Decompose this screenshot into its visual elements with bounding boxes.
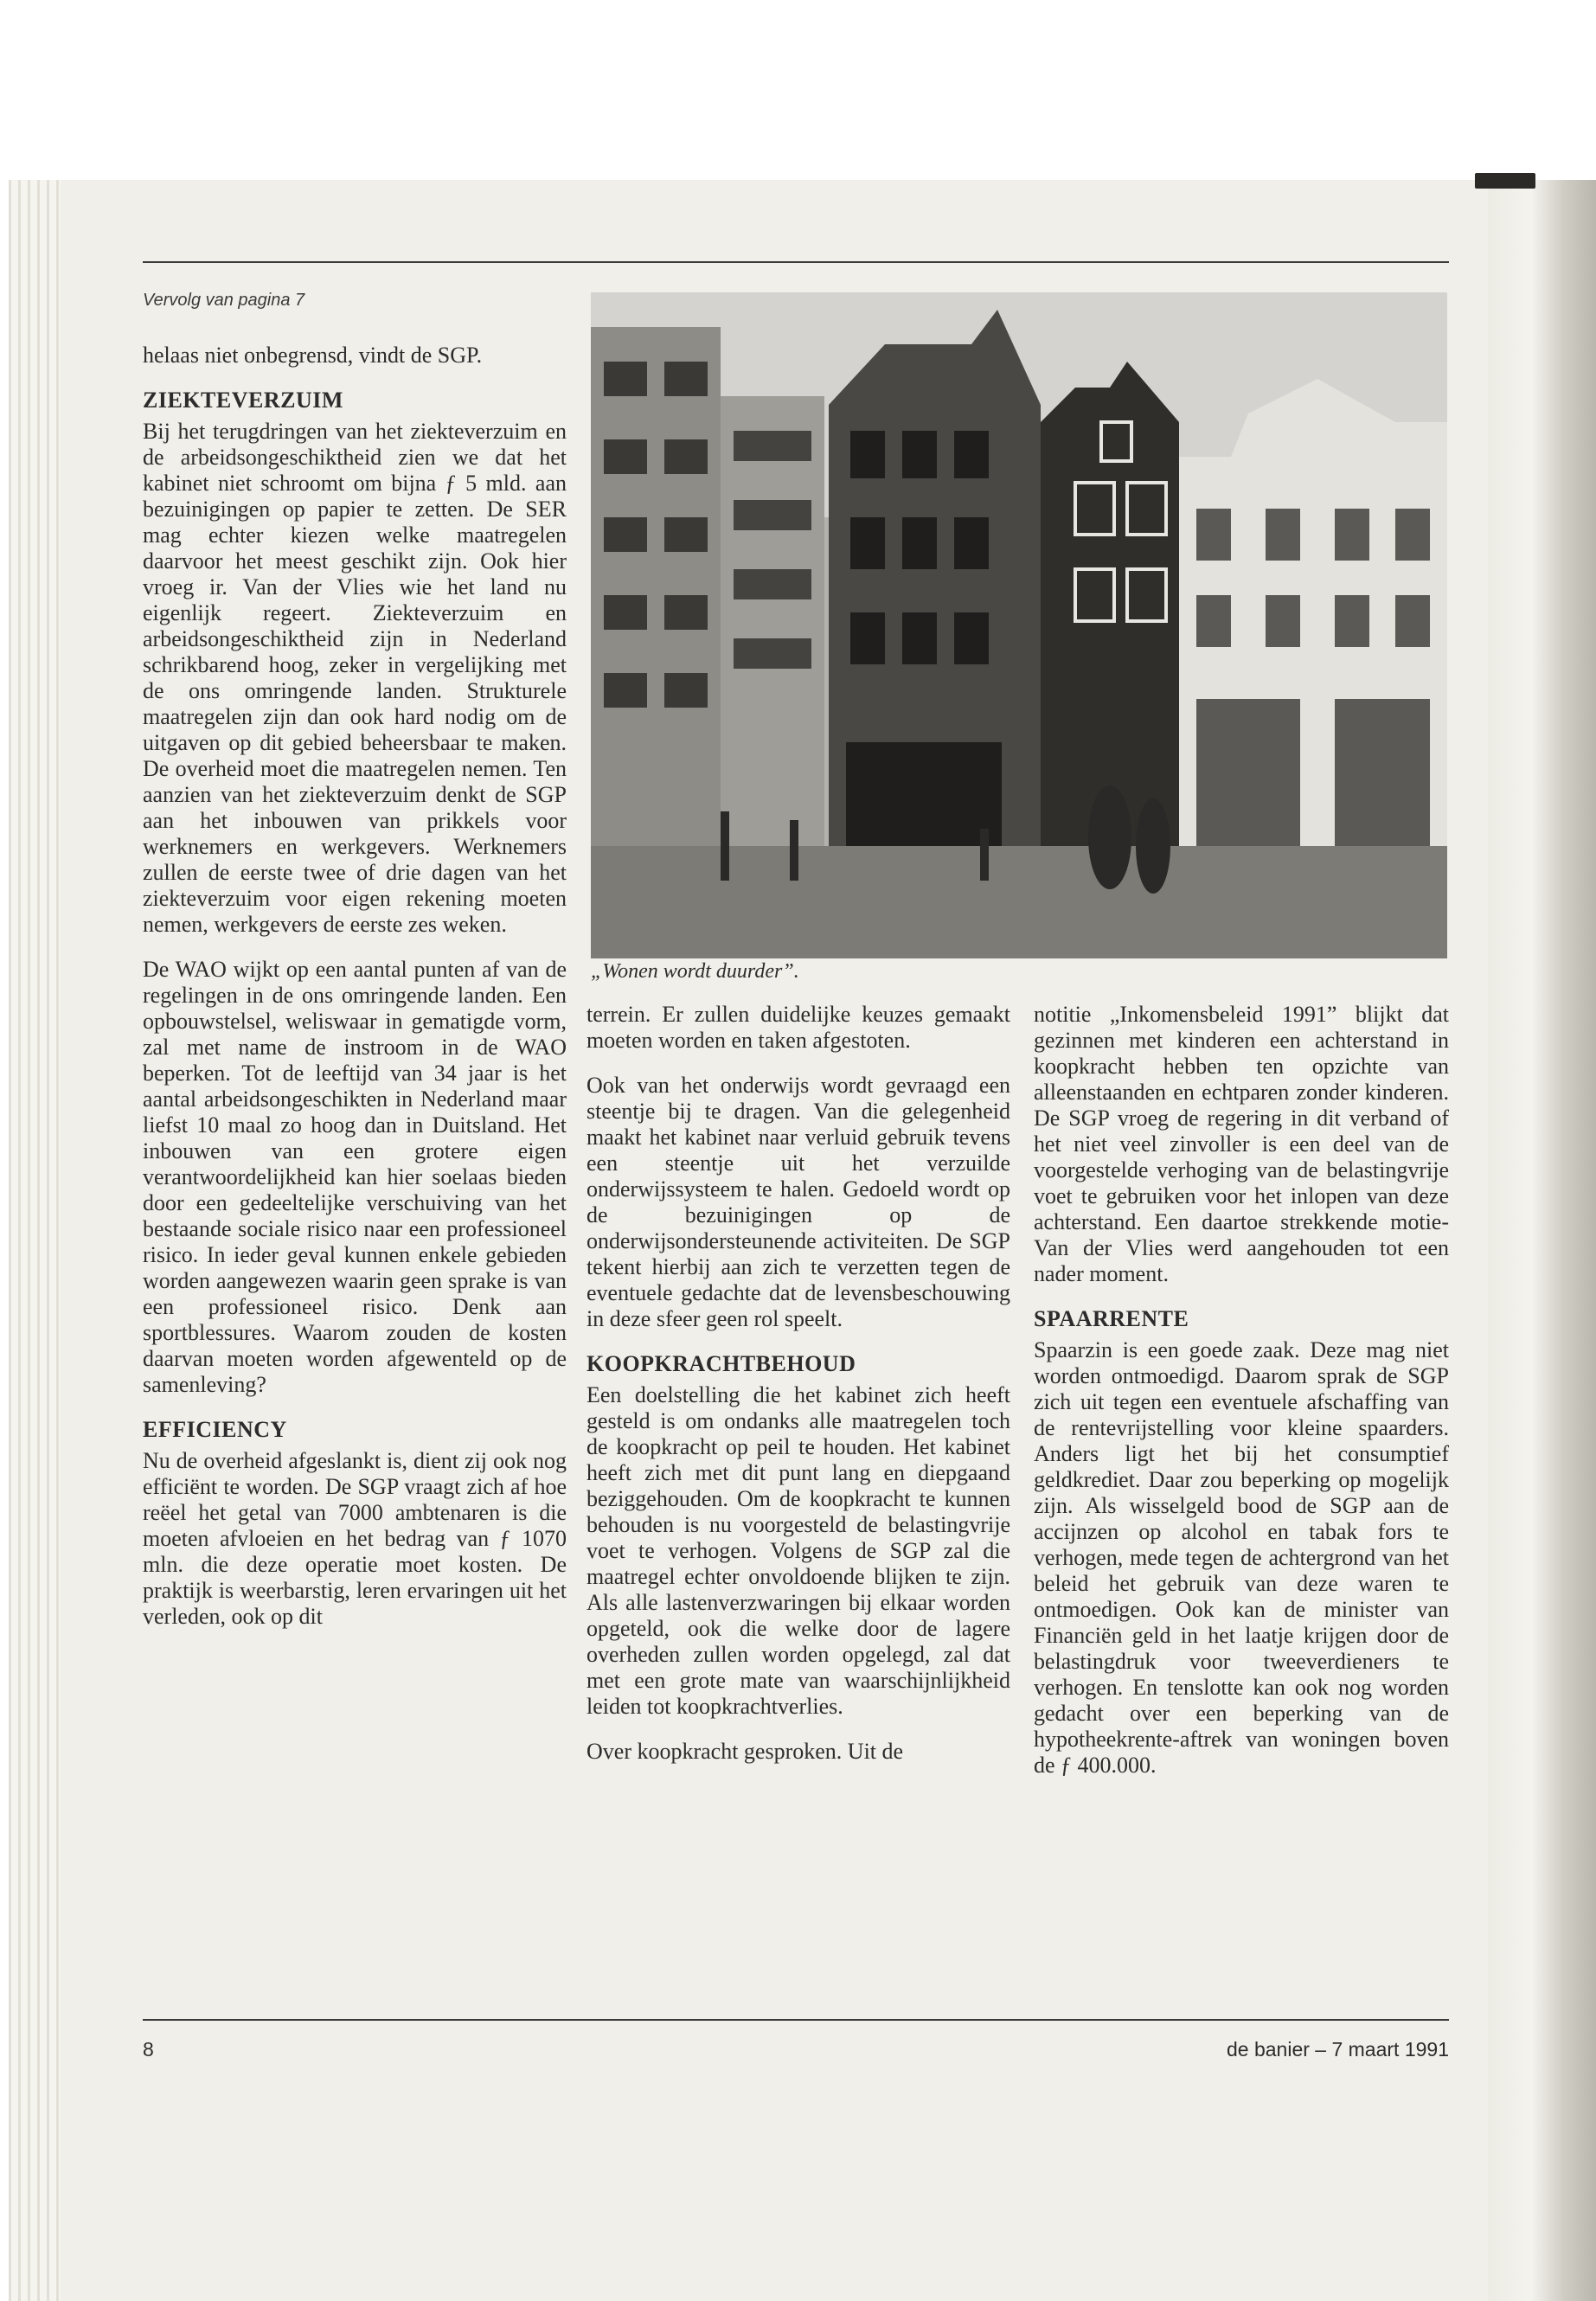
- page-edge-stack: [9, 180, 61, 2301]
- paragraph: Spaarzin is een goede zaak. Deze mag niet worden ontmoedigd. Daarom sprak de SGP zich uit tegen een eventuele afschaffing van de rentevrijstelling voor kleine spaarders. Anders ligt het bij het consumptief geldkrediet. Daar zou beperking op mogelijk zijn. Als wisselgeld bood de SGP aan de accijnzen op alcohol en tabak fors te verhogen, mede tegen de achtergrond van het beleid het gebruik van deze waren te ontmoedigen. Ook kan de minister van Financiën geld in het laatje krijgen door de belastingdruk voor tweeverdieners te verhogen. En tenslotte kan ook nog worden gedacht over een beperking van de hypotheekrente-aftrek van woningen boven de ƒ 400.000.: [1034, 1337, 1449, 1778]
- binding-clip: [1475, 173, 1535, 189]
- column-1: [143, 343, 567, 1649]
- paragraph: Over koopkracht gesproken. Uit de: [586, 1739, 904, 1764]
- continued-from-label: Vervolg van pagina 7: [143, 291, 305, 310]
- paragraph: notitie „Inkomensbeleid 1991” blijkt dat gezinnen met kinderen een achterstand in koopkracht hebben ten opzichte van alleenstaanden en echtparen zonder kinderen. De SGP vroeg de regering in dit verband of het niet veel zinvoller is een deel van de voorgestelde verhoging van de belastingvrije voet te gebruiken voor het inlopen van deze achterstand. Een daartoe strekkende motie-Van der Vlies werd aangehouden tot een nader moment.: [1034, 1002, 1449, 1286]
- paragraph: helaas niet onbegrensd, vindt de SGP.: [143, 343, 483, 368]
- publication-line: de banier – 7 maart 1991: [1226, 2038, 1449, 2061]
- binding-edge: [1488, 180, 1596, 2301]
- section-heading-ziekteverzuim: ZIEKTEVERZUIM: [143, 388, 343, 413]
- street-photo: [591, 292, 1447, 958]
- paragraph: Ook van het onderwijs wordt gevraagd een steentje bij te dragen. Van die gelegenheid maakt het kabinet naar verluid gebruik tevens een steentje uit het verzuilde onderwijssysteem te halen. Gedoeld wordt op de bezuinigingen op de onderwijsondersteunende activiteiten. De SGP tekent hierbij aan zich te verzetten tegen de eventuele gedachte dat de levensbeschouwing in deze sfeer geen rol speelt.: [586, 1073, 1010, 1331]
- paragraph: Een doelstelling die het kabinet zich heeft gesteld is om ondanks alle maatregelen toch de koopkracht op peil te houden. Het kabinet heeft zich met dit punt lang en diepgaand beziggehouden. Om de koopkracht te kunnen behouden is nu voorgesteld de belastingvrije voet te verhogen. Volgens de SGP zal die maatregel echter onvoldoende blijken te zijn. Als alle lastenverzwaringen bij elkaar worden opgeteld, ook die welke door de lagere overheden zullen worden opgelegd, zal dat met een grote mate van waarschijnlijkheid leiden tot koopkrachtverlies.: [586, 1382, 1010, 1719]
- column-3: [1034, 1002, 1449, 1798]
- section-heading-spaarrente: SPAARRENTE: [1034, 1306, 1189, 1331]
- column-2: [586, 1002, 1010, 1784]
- photo-caption: „Wonen wordt duurder”.: [591, 960, 799, 983]
- paragraph: De WAO wijkt op een aantal punten af van de regelingen in de ons omringende landen. Een opbouwstelsel, weliswaar in gematigde vorm, zal met name de instroom in de WAO beperken. Tot de leeftijd van 34 jaar is het aantal arbeidsongeschikten in Nederland maar liefst 10 maal zo hoog dan in Duitsland. Het inbouwen van een grotere eigen verantwoordelijkheid kan hier soelaas bieden door een gedeeltelijke verschuiving van het bestaande sociale risico naar een professioneel risico. In ieder geval kunnen enkele gebieden worden aangewezen waarin geen sprake is van een professioneel risico. Denk aan sportblessures. Waarom zouden de kosten daarvan moeten worden afgewenteld op de samenleving?: [143, 957, 567, 1397]
- section-heading-efficiency: EFFICIENCY: [143, 1417, 287, 1442]
- paragraph: Bij het terugdringen van het ziekteverzuim en de arbeidsongeschiktheid zien we dat het kabinet niet schroomt om bijna ƒ 5 mld. aan bezuinigingen op papier te zetten. De SER mag echter kiezen welke maatregelen daarvoor het meest geschikt zijn. Ook hier vroeg ir. Van der Vlies wie het land nu eigenlijk regeert. Ziekteverzuim en arbeidsongeschiktheid zijn in Nederland schrikbarend hoog, zeker in vergelijking met de ons omringende landen. Strukturele maatregelen zijn dan ook hard nodig om de uitgaven op dit gebied beheersbaar te maken. De overheid moet die maatregelen nemen. Ten aanzien van het ziekteverzuim denkt de SGP aan het inbouwen van prikkels voor werknemers en werkgevers. Werknemers zullen de eerste twee of drie dagen van het ziekteverzuim voor eigen rekening moeten nemen, werkgevers de eerste zes weken.: [143, 419, 567, 937]
- section-heading-koopkrachtbehoud: KOOPKRACHTBEHOUD: [586, 1351, 856, 1376]
- page-number: 8: [143, 2038, 154, 2061]
- paragraph: Nu de overheid afgeslankt is, dient zij ook nog efficiënt te worden. De SGP vraagt zich af hoe reëel het getal van 7000 ambtenaren is die moeten afvloeien en het bedrag van ƒ 1070 mln. die deze operatie moet kosten. De praktijk is weerbarstig, leren ervaringen uit het verleden, ook op dit: [143, 1448, 567, 1629]
- top-rule: [143, 261, 1449, 263]
- bottom-rule: [143, 2019, 1449, 2021]
- paragraph: terrein. Er zullen duidelijke keuzes gemaakt moeten worden en taken afgestoten.: [586, 1002, 1010, 1053]
